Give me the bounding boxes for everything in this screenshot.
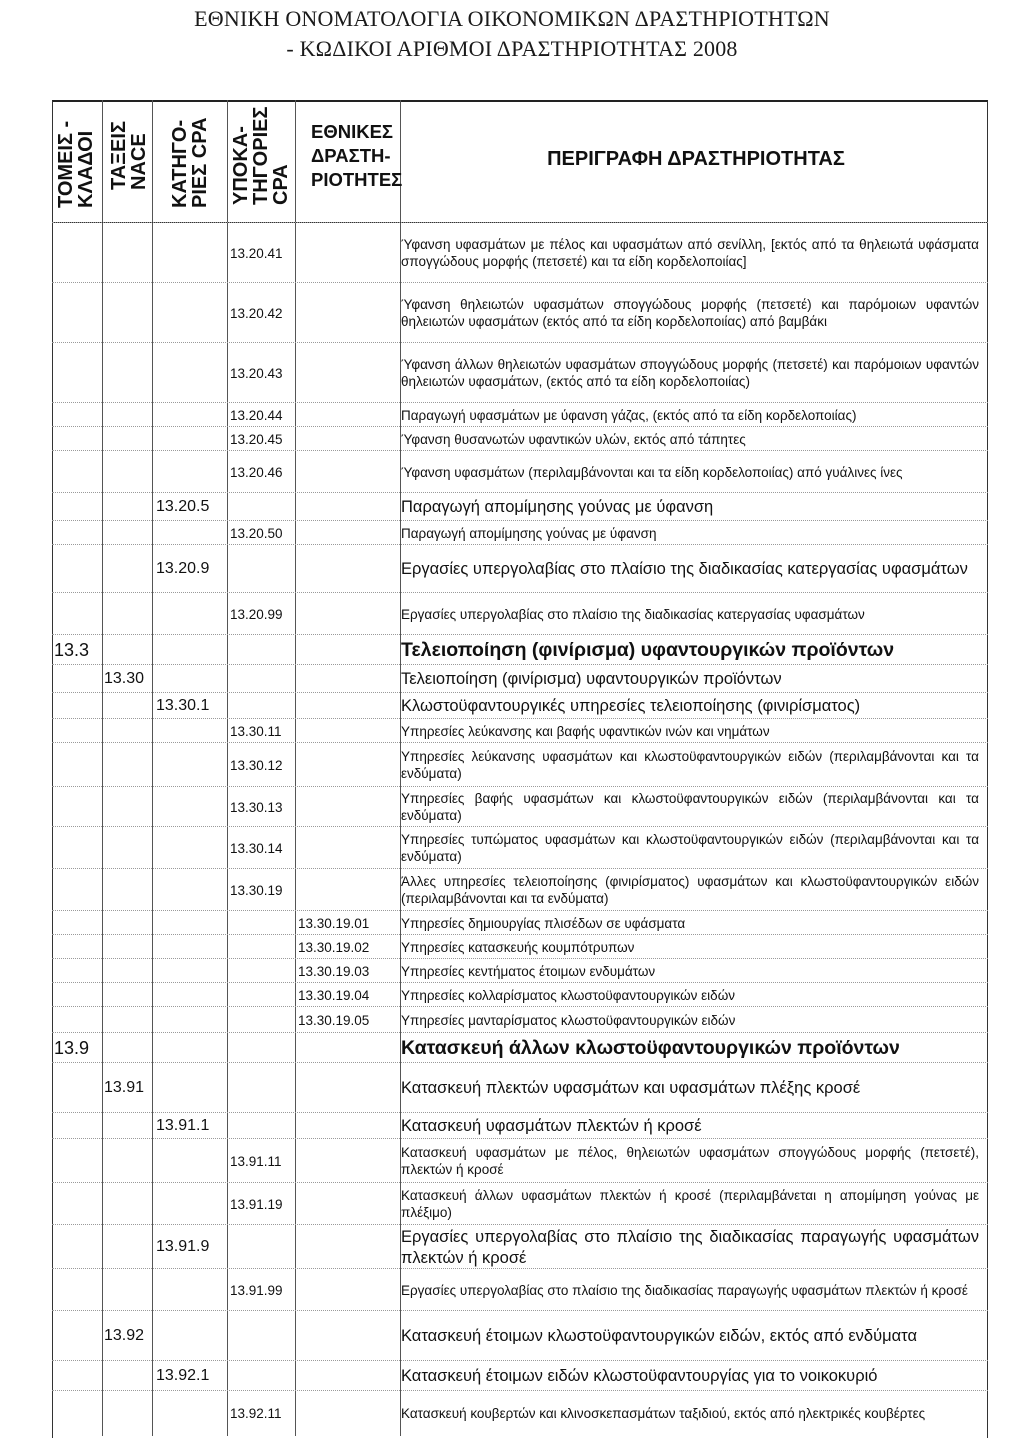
row-description: Κατασκευή υφασμάτων με πέλος, θηλειωτών υφασμάτων σπογγώδους μορφής (πετσετέ), πλεκτών ή κροσέ bbox=[401, 1145, 979, 1177]
row-description: Ύφανση υφασμάτων (περιλαμβάνονται και τα είδη κορδελοποιίας) από γυάλινες ίνες bbox=[401, 464, 903, 480]
table-row bbox=[52, 664, 988, 693]
row-description: Εργασίες υπεργολαβίας στο πλαίσιο της διαδικασίας παραγωγής υφασμάτων πλεκτών ή κροσέ bbox=[401, 1282, 968, 1298]
row-code: 13.20.50 bbox=[230, 525, 283, 541]
row-description: Κατασκευή κουβερτών και κλινοσκεπασμάτων ταξιδιού, εκτός από ηλεκτρικές κουβέρτες bbox=[401, 1405, 926, 1421]
row-description: Εργασίες υπεργολαβίας στο πλαίσιο της διαδικασίας παραγωγής υφασμάτων πλεκτών ή κροσέ bbox=[401, 1228, 979, 1267]
row-code: 13.3 bbox=[54, 639, 90, 660]
header-ethnikes bbox=[311, 120, 403, 192]
row-description: Άλλες υπηρεσίες τελειοποίησης (φινιρίσματος) υφασμάτων και κλωστοϋφαντουργικών ειδών (περιλαμβάνονται και τα ενδύματα) bbox=[401, 874, 979, 906]
row-code: 13.30.19.04 bbox=[298, 987, 370, 1003]
table-row bbox=[52, 982, 988, 1007]
row-description: Τελειοποίηση (φινίρισμα) υφαντουργικών προϊόντων bbox=[401, 639, 895, 661]
row-code: 13.30.19.05 bbox=[298, 1012, 370, 1028]
row-description: Υπηρεσίες μανταρίσματος κλωστοϋφαντουργικών ειδών bbox=[401, 1012, 736, 1028]
row-description: Παραγωγή υφασμάτων με ύφανση γάζας, (εκτός από τα είδη κορδελοποιίας) bbox=[401, 407, 857, 423]
row-code: 13.30.19.03 bbox=[298, 963, 370, 979]
table-row bbox=[52, 1032, 988, 1063]
row-description: Υπηρεσίες λεύκανσης και βαφής υφαντικών ινών και νημάτων bbox=[401, 723, 770, 739]
row-description: Τελειοποίηση (φινίρισμα) υφαντουργικών προϊόντων bbox=[401, 669, 782, 688]
header-ypokategories-line3: CPA bbox=[270, 164, 292, 205]
table-row bbox=[52, 718, 988, 743]
row-description: Παραγωγή απομίμησης γούνας με ύφανση bbox=[401, 497, 714, 516]
row-code: 13.91.19 bbox=[230, 1196, 283, 1212]
row-description: Παραγωγή απομίμησης γούνας με ύφανση bbox=[401, 525, 657, 541]
row-code: 13.20.45 bbox=[230, 431, 283, 447]
header-kategories bbox=[170, 117, 210, 208]
row-code: 13.20.99 bbox=[230, 606, 283, 622]
row-code: 13.30.14 bbox=[230, 840, 283, 856]
table-row bbox=[52, 1224, 988, 1269]
row-code: 13.20.44 bbox=[230, 407, 283, 423]
table-row bbox=[52, 1006, 988, 1033]
row-code: 13.30 bbox=[104, 670, 145, 687]
row-description: Κατασκευή έτοιμων κλωστοϋφαντουργικών ειδών, εκτός από ενδύματα bbox=[401, 1326, 917, 1345]
row-description: Εργασίες υπεργολαβίας στο πλαίσιο της διαδικασίας κατεργασίας υφασμάτων bbox=[401, 606, 865, 622]
header-taxeis bbox=[109, 121, 149, 190]
table-row bbox=[52, 910, 988, 935]
row-code: 13.20.5 bbox=[156, 498, 210, 515]
header-tomeis-line2: ΚΛΑΔΟΙ bbox=[75, 130, 97, 208]
table-row bbox=[52, 958, 988, 983]
row-code: 13.30.19 bbox=[230, 882, 283, 898]
row-code: 13.92.1 bbox=[156, 1367, 210, 1384]
row-description: Υπηρεσίες δημιουργίας πλισέδων σε υφάσματα bbox=[401, 915, 686, 931]
table-row bbox=[52, 492, 988, 521]
header-ypokategories-line1: ΥΠΟΚΑ- bbox=[230, 126, 252, 205]
row-description: Κατασκευή πλεκτών υφασμάτων και υφασμάτων πλέξης κροσέ bbox=[401, 1078, 861, 1097]
row-description: Υπηρεσίες κολλαρίσματος κλωστοϋφαντουργικών ειδών bbox=[401, 987, 735, 1003]
table-row bbox=[52, 634, 988, 665]
header-ethnikes-line3: ΡΙΟΤΗΤΕΣ bbox=[311, 169, 403, 190]
row-description: Υπηρεσίες τυπώματος υφασμάτων και κλωστοϋφαντουργικών ειδών (περιλαμβάνονται και τα ενδύματα) bbox=[401, 832, 979, 864]
row-description: Υπηρεσίες βαφής υφασμάτων και κλωστοϋφαντουργικών ειδών (περιλαμβάνονται και τα ενδύματα) bbox=[401, 791, 979, 823]
table-row bbox=[52, 450, 988, 493]
row-description: Εργασίες υπεργολαβίας στο πλαίσιο της διαδικασίας κατεργασίας υφασμάτων bbox=[401, 559, 968, 578]
table-row bbox=[52, 1268, 988, 1311]
table-row bbox=[52, 868, 988, 911]
row-code: 13.92 bbox=[104, 1327, 145, 1344]
row-description: Κατασκευή άλλων υφασμάτων πλεκτών ή κροσέ (περιλαμβάνεται η απομίμηση γούνας με πλέξιμο) bbox=[401, 1188, 979, 1220]
header-ethnikes-line2: ΔΡΑΣΤΗ- bbox=[311, 145, 391, 166]
table-row bbox=[52, 1182, 988, 1225]
header-tomeis-line1: ΤΟΜΕΙΣ - bbox=[55, 120, 77, 208]
table-row bbox=[52, 1138, 988, 1183]
table-row bbox=[52, 1310, 988, 1361]
row-code: 13.30.13 bbox=[230, 799, 283, 815]
row-code: 13.20.46 bbox=[230, 464, 283, 480]
page-subtitle: - ΚΩΔΙΚΟΙ ΑΡΙΘΜΟΙ ΔΡΑΣΤΗΡΙΟΤΗΤΑΣ 2008 bbox=[286, 36, 738, 61]
row-code: 13.30.1 bbox=[156, 697, 210, 714]
row-description: Υπηρεσίες κεντήματος έτοιμων ενδυμάτων bbox=[401, 963, 656, 979]
header-kategories-line2: ΡΙΕΣ CPA bbox=[189, 117, 211, 208]
table-row bbox=[52, 934, 988, 959]
header-taxeis-line2: NACE bbox=[128, 133, 150, 190]
row-code: 13.92.11 bbox=[230, 1405, 282, 1421]
row-code: 13.30.19.01 bbox=[298, 915, 370, 931]
row-description: Ύφανση θηλειωτών υφασμάτων σπογγώδους μορφής (πετσετέ) και παρόμοιων υφαντών θηλειωτών υφασμάτων (εκτός από τα είδη κορδελοποιίας) από βαμβάκι bbox=[401, 297, 979, 329]
row-code: 13.91.99 bbox=[230, 1282, 283, 1298]
header-taxeis-line1: ΤΑΞΕΙΣ bbox=[108, 121, 130, 190]
row-description: Κατασκευή έτοιμων ειδών κλωστοϋφαντουργίας για το νοικοκυριό bbox=[401, 1366, 878, 1385]
table-row bbox=[52, 692, 988, 719]
row-code: 13.30.11 bbox=[230, 723, 282, 739]
table-row bbox=[52, 742, 988, 787]
table-row bbox=[52, 342, 988, 403]
table-row bbox=[52, 544, 988, 593]
row-description: Υπηρεσίες λεύκανσης υφασμάτων και κλωστοϋφαντουργικών ειδών (περιλαμβάνονται και τα ενδύματα) bbox=[401, 749, 979, 781]
table-row bbox=[52, 1112, 988, 1139]
table-row bbox=[52, 1390, 988, 1435]
table-row bbox=[52, 282, 988, 343]
row-description: Ύφανση θυσανωτών υφαντικών υλών, εκτός από τάπητες bbox=[401, 431, 746, 447]
row-code: 13.30.19.02 bbox=[298, 939, 370, 955]
table-row bbox=[52, 592, 988, 635]
table-row bbox=[52, 826, 988, 869]
row-code: 13.91.11 bbox=[230, 1153, 282, 1169]
table-row bbox=[52, 426, 988, 451]
table-row bbox=[52, 1062, 988, 1113]
row-code: 13.20.43 bbox=[230, 365, 283, 381]
row-code: 13.9 bbox=[54, 1037, 90, 1058]
page-title: ΕΘΝΙΚΗ ΟΝΟΜΑΤΟΛΟΓΙΑ ΟΙΚΟΝΟΜΙΚΩΝ ΔΡΑΣΤΗΡΙΟΤΗΤΩΝ bbox=[194, 6, 830, 31]
row-description: Κατασκευή υφασμάτων πλεκτών ή κροσέ bbox=[401, 1116, 702, 1135]
table-row bbox=[52, 520, 988, 545]
table-row bbox=[52, 402, 988, 427]
header-kategories-line1: ΚΑΤΗΓΟ- bbox=[169, 119, 191, 208]
row-code: 13.30.12 bbox=[230, 757, 283, 773]
header-perigrafi: ΠΕΡΙΓΡΑΦΗ ΔΡΑΣΤΗΡΙΟΤΗΤΑΣ bbox=[547, 148, 845, 170]
row-code: 13.91.1 bbox=[156, 1117, 210, 1134]
row-code: 13.91 bbox=[104, 1079, 145, 1096]
row-description: Ύφανση άλλων θηλειωτών υφασμάτων σπογγώδους μορφής (πετσετέ) και παρόμοιων υφαντών θηλειωτών υφασμάτων, (εκτός από τα είδη κορδελοποιίας) bbox=[401, 357, 979, 389]
header-ypokategories bbox=[231, 107, 291, 205]
row-description: Κλωστοϋφαντουργικές υπηρεσίες τελειοποίησης (φινιρίσματος) bbox=[401, 696, 861, 715]
header-tomeis bbox=[56, 121, 96, 208]
header-ethnikes-line1: ΕΘΝΙΚΕΣ bbox=[311, 121, 394, 142]
row-description: Κατασκευή άλλων κλωστοϋφαντουργικών προϊόντων bbox=[401, 1037, 900, 1059]
header-ypokategories-line2: ΤΗΓΟΡΙΕΣ bbox=[250, 106, 272, 205]
table-row bbox=[52, 1360, 988, 1391]
row-description: Ύφανση υφασμάτων με πέλος και υφασμάτων από σενίλλη, [εκτός από τα θηλειωτά υφάσματα σπογγώδους μορφής (πετσετέ) και τα είδη κορδελοποιίας] bbox=[401, 237, 979, 269]
table-row bbox=[52, 222, 988, 283]
row-code: 13.91.9 bbox=[156, 1238, 210, 1255]
row-code: 13.20.42 bbox=[230, 305, 283, 321]
row-code: 13.20.41 bbox=[230, 245, 283, 261]
row-description: Υπηρεσίες κατασκευής κουμπότρυπων bbox=[401, 939, 635, 955]
row-code: 13.20.9 bbox=[156, 560, 210, 577]
table-row bbox=[52, 786, 988, 827]
